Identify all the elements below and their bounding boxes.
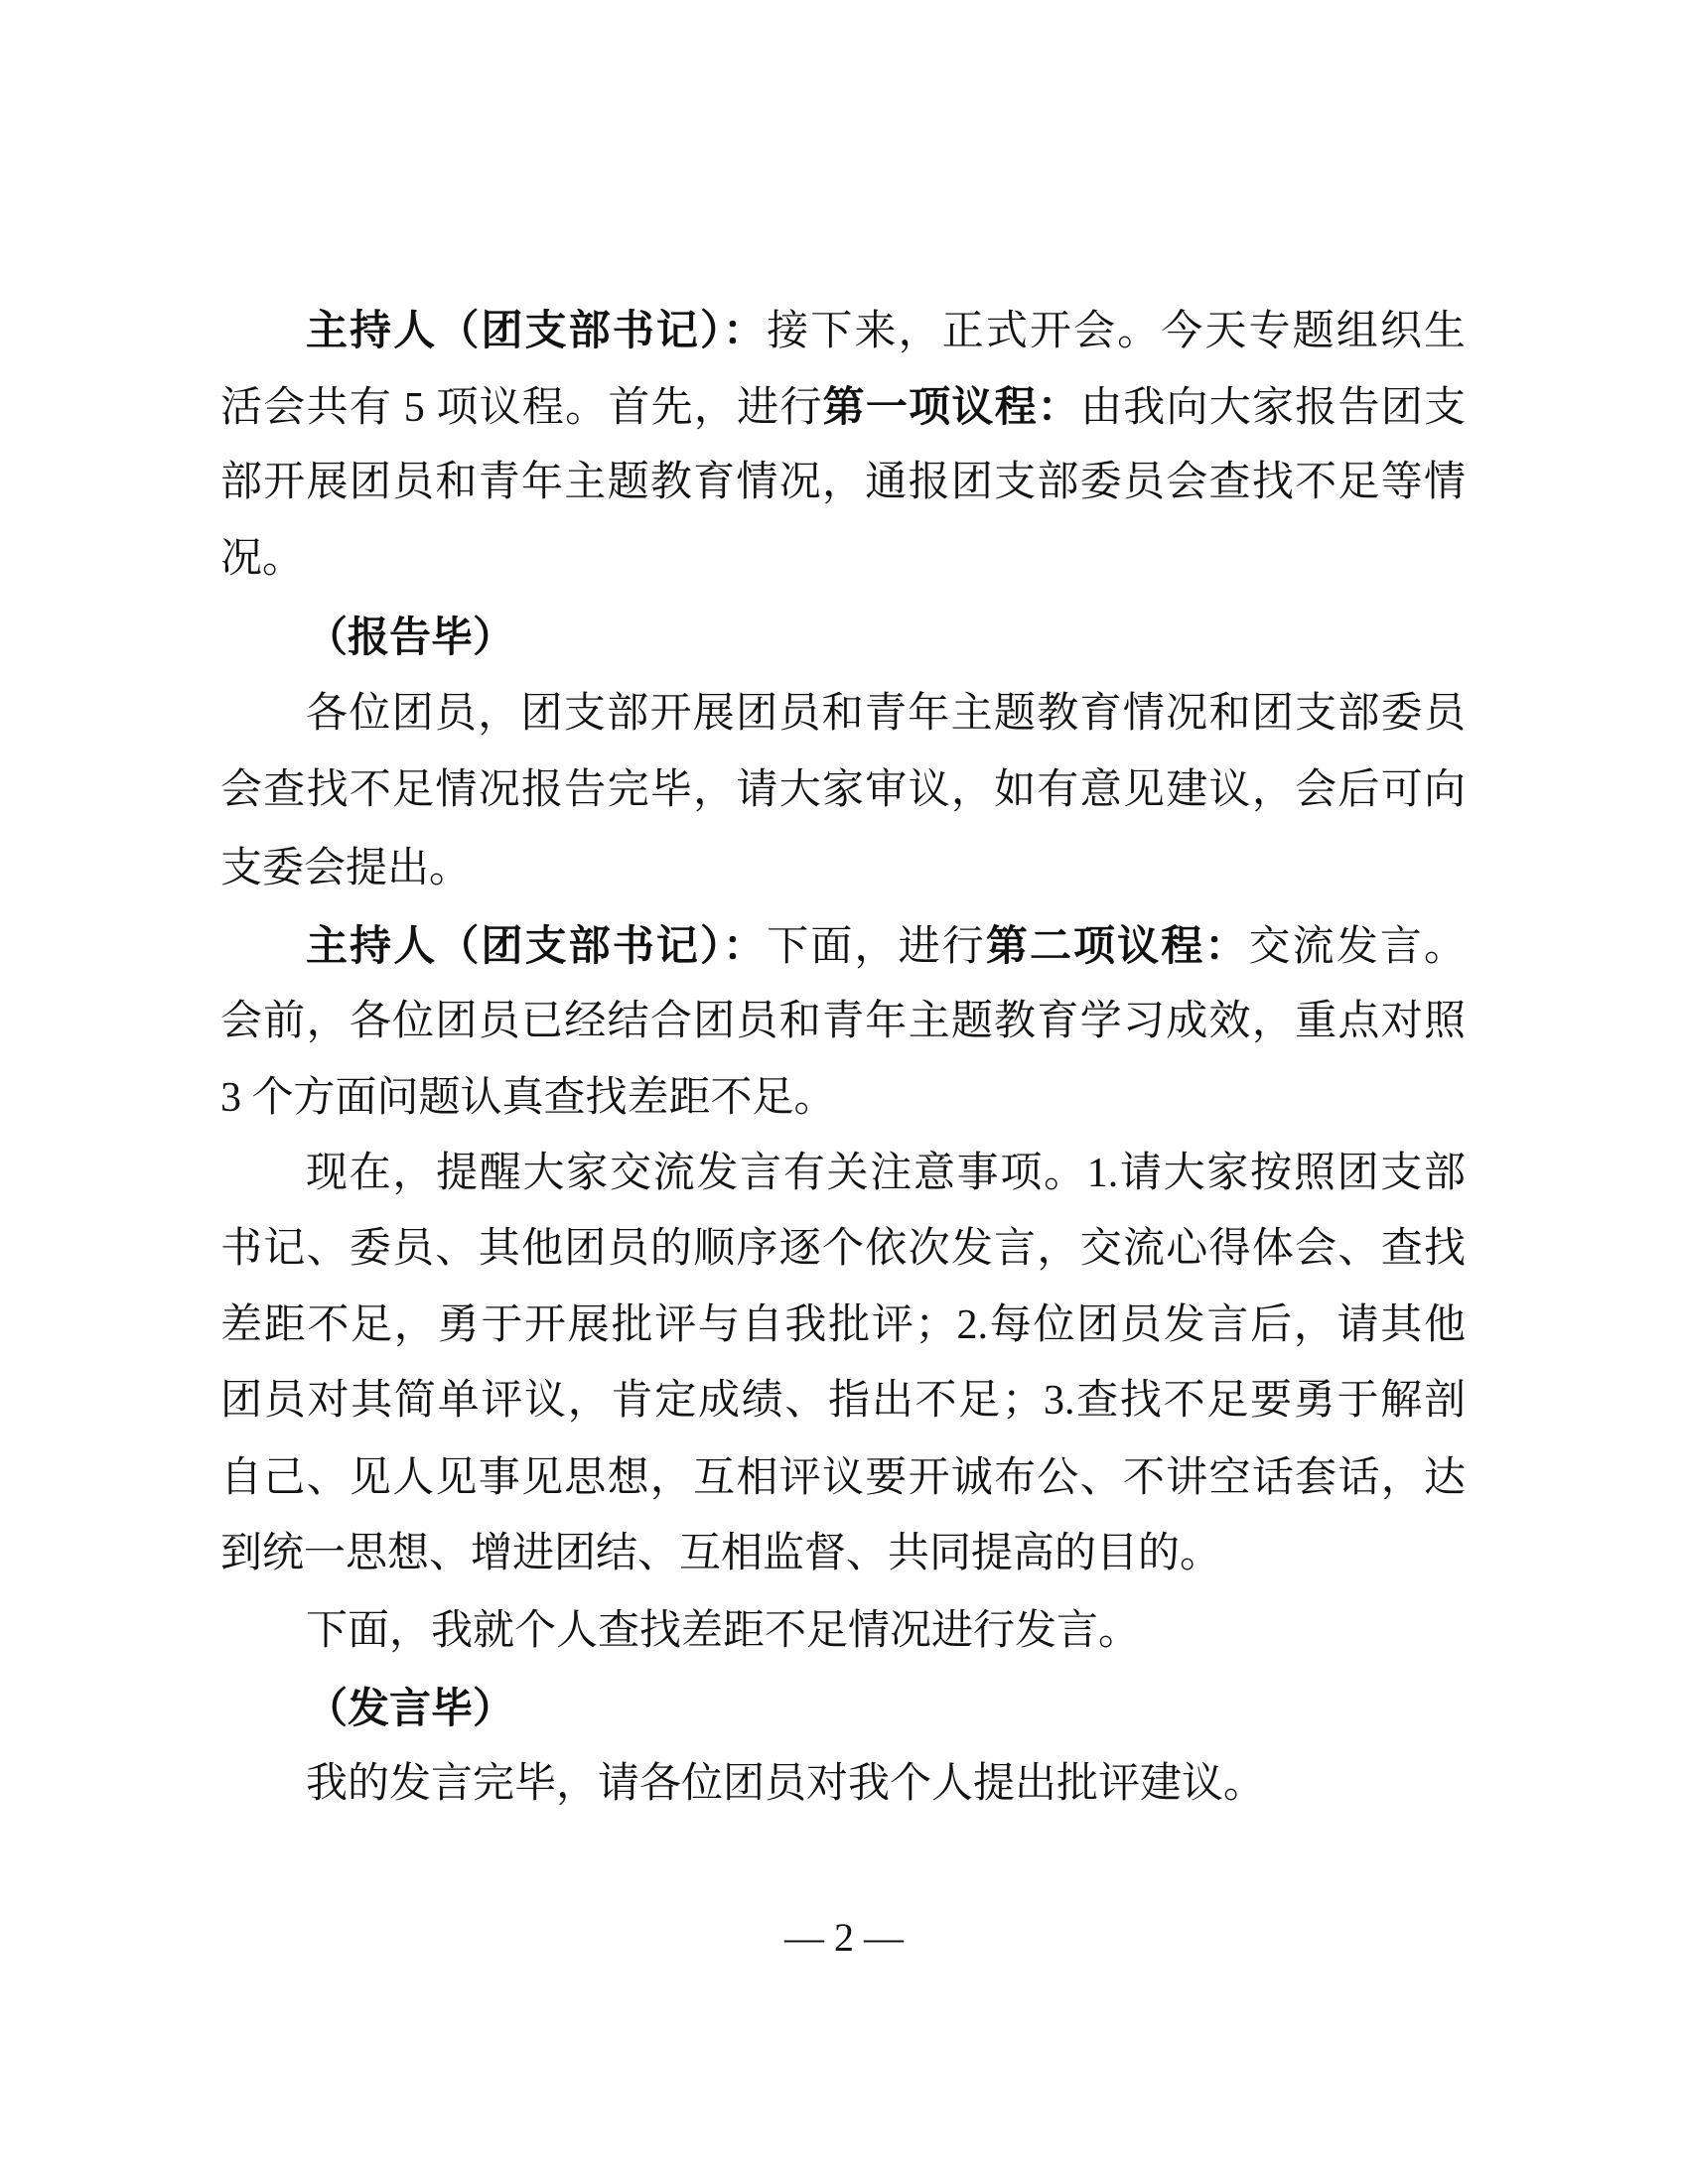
bold-text: 第一项议程：: [822, 383, 1081, 430]
text-line: [306, 303, 1466, 358]
text-line: [220, 1373, 1466, 1429]
text-run: 我的发言完毕，请各位团员对我个人提出批评建议。: [306, 1761, 1266, 1807]
bold-text: （报告毕）: [306, 614, 515, 660]
text-line: [306, 1756, 1466, 1812]
bold-text: （发言毕）: [306, 1685, 515, 1731]
text-line: [306, 1603, 1466, 1659]
text-line: [220, 1526, 1466, 1581]
text-run: 各位团员，团支部开展团员和青年主题教育情况和团支部委员: [306, 691, 1466, 737]
text-line: [220, 1221, 1466, 1277]
text-line: [220, 379, 1466, 435]
text-line: [220, 455, 1466, 510]
text-line: [220, 994, 1466, 1049]
text-line: [306, 918, 1466, 974]
text-line: [220, 531, 1466, 587]
text-run: 书记、委员、其他团员的顺序逐个依次发言，交流心得体会、查找: [220, 1226, 1466, 1272]
text-run: 下面，我就个人查找差距不足情况进行发言。: [306, 1608, 1141, 1654]
text-line: [220, 762, 1466, 818]
text-run: 交流发言。: [1248, 924, 1466, 970]
text-run: 3 个方面问题认真查找差距不足。: [220, 1075, 836, 1121]
text-run: 差距不足，勇于开展批评与自我批评；2.每位团员发言后，请其他: [220, 1302, 1466, 1348]
text-run: 会查找不足情况报告完毕，请大家审议，如有意见建议，会后可向: [220, 767, 1466, 813]
text-line: [306, 686, 1466, 742]
text-run: 到统一思想、增进团结、互相监督、共同提高的目的。: [220, 1531, 1222, 1576]
text-line: [220, 1070, 1466, 1126]
bold-text: 主持人（团支部书记）：: [306, 307, 768, 353]
text-run: 会前，各位团员已经结合团员和青年主题教育学习成效，重点对照: [220, 999, 1466, 1044]
text-line: [220, 1450, 1466, 1506]
text-run: 况。: [220, 536, 305, 582]
text-run: 支委会提出。: [220, 846, 472, 891]
text-run: 活会共有 5 项议程。首先，进行: [220, 385, 823, 431]
bold-text: 第二项议程：: [985, 922, 1249, 969]
text-line: [306, 1146, 1466, 1201]
text-run: 由我向大家报告团支: [1080, 385, 1466, 431]
text-run: 接下来，正式开会。今天专题组织生: [767, 309, 1466, 354]
text-line: [220, 841, 1466, 896]
text-run: 自己、见人见事见思想，互相评议要开诚布公、不讲空话套话，达: [220, 1455, 1466, 1501]
text-line: [306, 1681, 1466, 1736]
text-line: [306, 610, 1466, 665]
bold-text: 主持人（团支部书记）：: [306, 922, 768, 969]
text-run: 部开展团员和青年主题教育情况，通报团支部委员会查找不足等情: [220, 460, 1466, 505]
text-line: [220, 1297, 1466, 1353]
text-run: 团员对其简单评议，肯定成绩、指出不足；3.查找不足要勇于解剖: [220, 1378, 1466, 1424]
text-run: 现在，提醒大家交流发言有关注意事项。1.请大家按照团支部: [306, 1151, 1466, 1196]
text-run: 下面，进行: [767, 924, 986, 970]
page-number: — 2 —: [784, 1915, 904, 1960]
